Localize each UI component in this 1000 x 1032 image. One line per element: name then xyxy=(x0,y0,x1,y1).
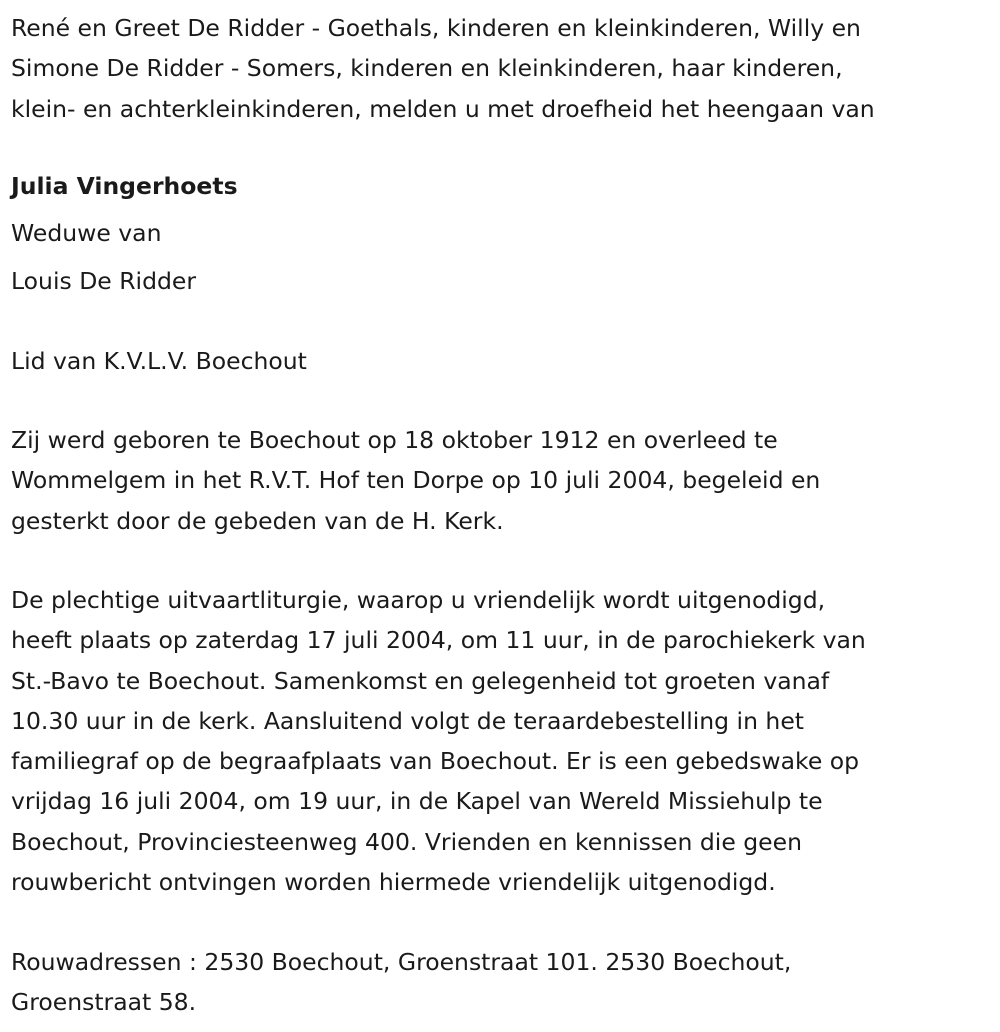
birth-death-paragraph xyxy=(11,420,820,541)
membership: Lid van K.V.L.V. Boechout xyxy=(11,347,307,375)
paragraph-line: gesterkt door de gebeden van de H. Kerk. xyxy=(11,506,504,535)
paragraph-line: Rouwadressen : 2530 Boechout, Groenstraat 101. 2530 Boechout, xyxy=(11,948,792,976)
paragraph-line: vrijdag 16 juli 2004, om 19 uur, in de Kapel van Wereld Missiehulp te xyxy=(11,787,823,816)
paragraph-line: Zij werd geboren te Boechout op 18 oktober 1912 en overleed te xyxy=(11,426,778,454)
addresses-paragraph xyxy=(11,942,791,1023)
intro-line: René en Greet De Ridder - Goethals, kinderen en kleinkinderen, Willy en xyxy=(11,14,861,42)
paragraph-line: De plechtige uitvaartliturgie, waarop u vriendelijk wordt uitgenodigd, xyxy=(11,586,826,614)
intro-line: Simone De Ridder - Somers, kinderen en kleinkinderen, haar kinderen, xyxy=(11,54,843,83)
spouse-name: Louis De Ridder xyxy=(11,267,197,295)
paragraph-line: St.-Bavo te Boechout. Samenkomst en gelegenheid tot groeten vanaf xyxy=(11,666,830,695)
paragraph-line: Wommelgem in het R.V.T. Hof ten Dorpe op 10 juli 2004, begeleid en xyxy=(11,466,821,495)
funeral-paragraph xyxy=(11,580,866,902)
intro-paragraph xyxy=(11,8,875,129)
deceased-name: Julia Vingerhoets xyxy=(11,172,238,200)
paragraph-line: 10.30 uur in de kerk. Aansluitend volgt de teraardebestelling in het xyxy=(11,706,804,735)
widow-label: Weduwe van xyxy=(11,219,162,247)
paragraph-line: familiegraf op de begraafplaats van Boechout. Er is een gebedswake op xyxy=(11,747,860,776)
intro-line: klein- en achterkleinkinderen, melden u met droefheid het heengaan van xyxy=(11,94,875,123)
paragraph-line: heeft plaats op zaterdag 17 juli 2004, om 11 uur, in de parochiekerk van xyxy=(11,626,866,655)
paragraph-line: Groenstraat 58. xyxy=(11,988,197,1017)
paragraph-line: rouwbericht ontvingen worden hiermede vriendelijk uitgenodigd. xyxy=(11,868,776,897)
paragraph-line: Boechout, Provinciesteenweg 400. Vrienden en kennissen die geen xyxy=(11,827,802,856)
